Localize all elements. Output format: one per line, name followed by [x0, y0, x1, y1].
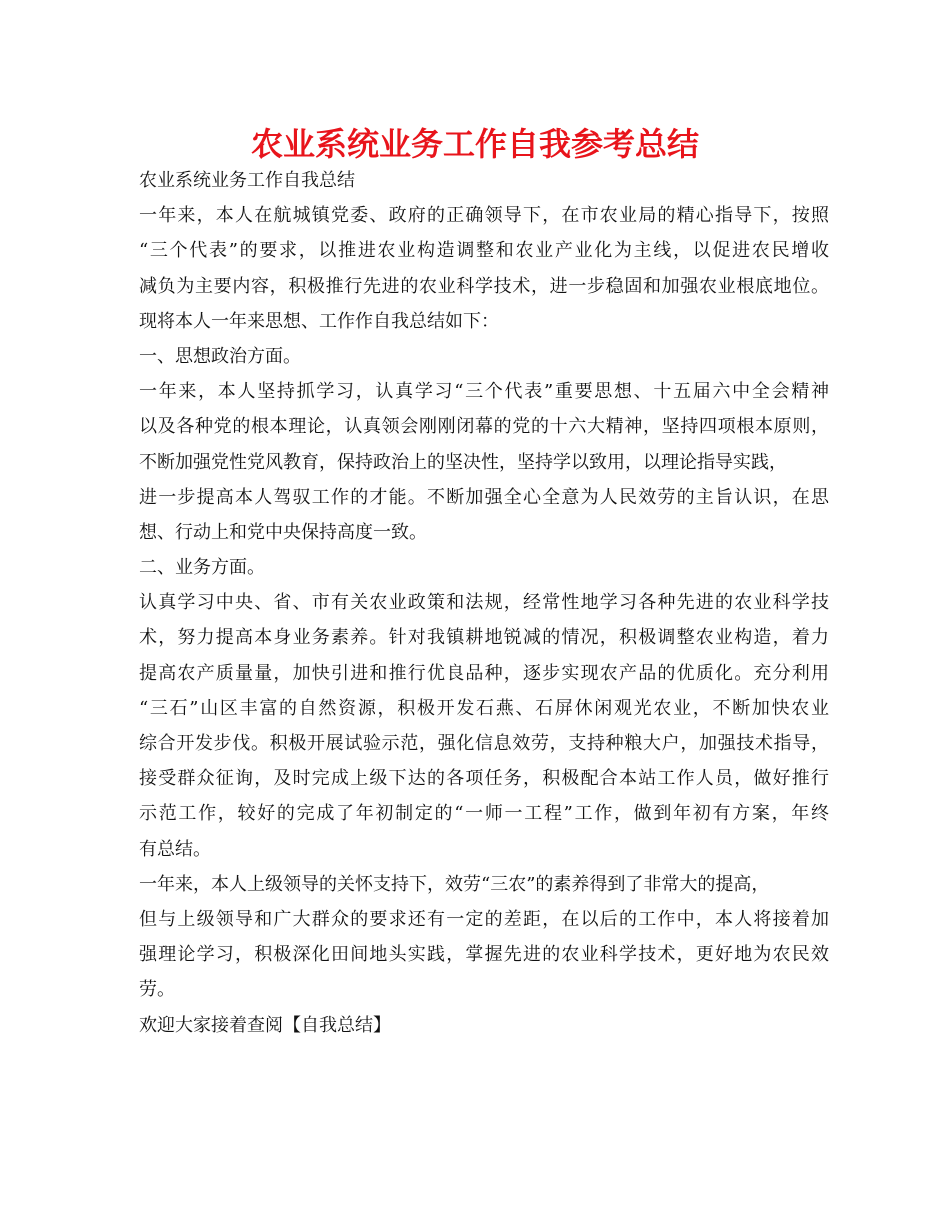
paragraph-line: 一年来，本人在航城镇党委、政府的正确领导下，在市农业局的精心指导下，按照: [139, 205, 829, 227]
paragraph-line: 接受群众征询，及时完成上级下达的各项任务，积极配合本站工作人员，做好推行: [139, 768, 829, 790]
section-heading: 一、思想政治方面。: [139, 345, 301, 367]
paragraph-line: 但与上级领导和广大群众的要求还有一定的差距，在以后的工作中，本人将接着加: [139, 908, 829, 930]
closing-line: 欢迎大家接着查阅【自我总结】: [139, 1014, 391, 1036]
document-body: [139, 163, 829, 1043]
paragraph-line: 劳。: [139, 979, 175, 1001]
paragraph-line: 示范工作，较好的完成了年初制定的“一师一工程”工作，做到年初有方案，年终: [139, 803, 829, 825]
paragraph-line: “三个代表”的要求，以推进农业构造调整和农业产业化为主线，以促进农民增收: [139, 240, 829, 262]
paragraph-line: 有总结。: [139, 838, 211, 860]
paragraph-line: 强理论学习，积极深化田间地头实践，掌握先进的农业科学技术，更好地为农民效: [139, 944, 829, 966]
paragraph-line: 提高农产质量量，加快引进和推行优良品种，逐步实现农产品的优质化。充分利用: [139, 662, 829, 684]
paragraph-line: 一年来，本人坚持抓学习，认真学习“三个代表”重要思想、十五届六中全会精神: [139, 381, 829, 403]
section-heading: 二、业务方面。: [139, 557, 265, 579]
paragraph-line: 进一步提高本人驾驭工作的才能。不断加强全心全意为人民效劳的主旨认识，在思: [139, 486, 829, 508]
paragraph-line: 认真学习中央、省、市有关农业政策和法规，经常性地学习各种先进的农业科学技: [139, 592, 829, 614]
paragraph-line: 减负为主要内容，积极推行先进的农业科学技术，进一步稳固和加强农业根底地位。: [139, 275, 829, 297]
document-title: 农业系统业务工作自我参考总结: [250, 125, 699, 163]
paragraph-line: 不断加强党性党风教育，保持政治上的坚决性，坚持学以致用，以理论指导实践，: [139, 451, 787, 473]
paragraph-line: 现将本人一年来思想、工作作自我总结如下：: [139, 310, 499, 332]
paragraph-line: 以及各种党的根本理论，认真领会刚刚闭幕的党的十六大精神，坚持四项根本原则，: [139, 416, 829, 438]
subtitle-line: 农业系统业务工作自我总结: [139, 170, 355, 191]
paragraph-line: 术，努力提高本身业务素养。针对我镇耕地锐减的情况，积极调整农业构造，着力: [139, 627, 829, 649]
paragraph-line: 一年来，本人上级领导的关怀支持下，效劳“三农”的素养得到了非常大的提高，: [139, 873, 770, 895]
paragraph-line: 想、行动上和党中央保持高度一致。: [139, 521, 427, 543]
paragraph-line: “三石”山区丰富的自然资源，积极开发石燕、石屏休闲观光农业，不断加快农业: [139, 697, 829, 719]
paragraph-line: 综合开发步伐。积极开展试验示范，强化信息效劳，支持种粮大户，加强技术指导，: [139, 733, 829, 754]
